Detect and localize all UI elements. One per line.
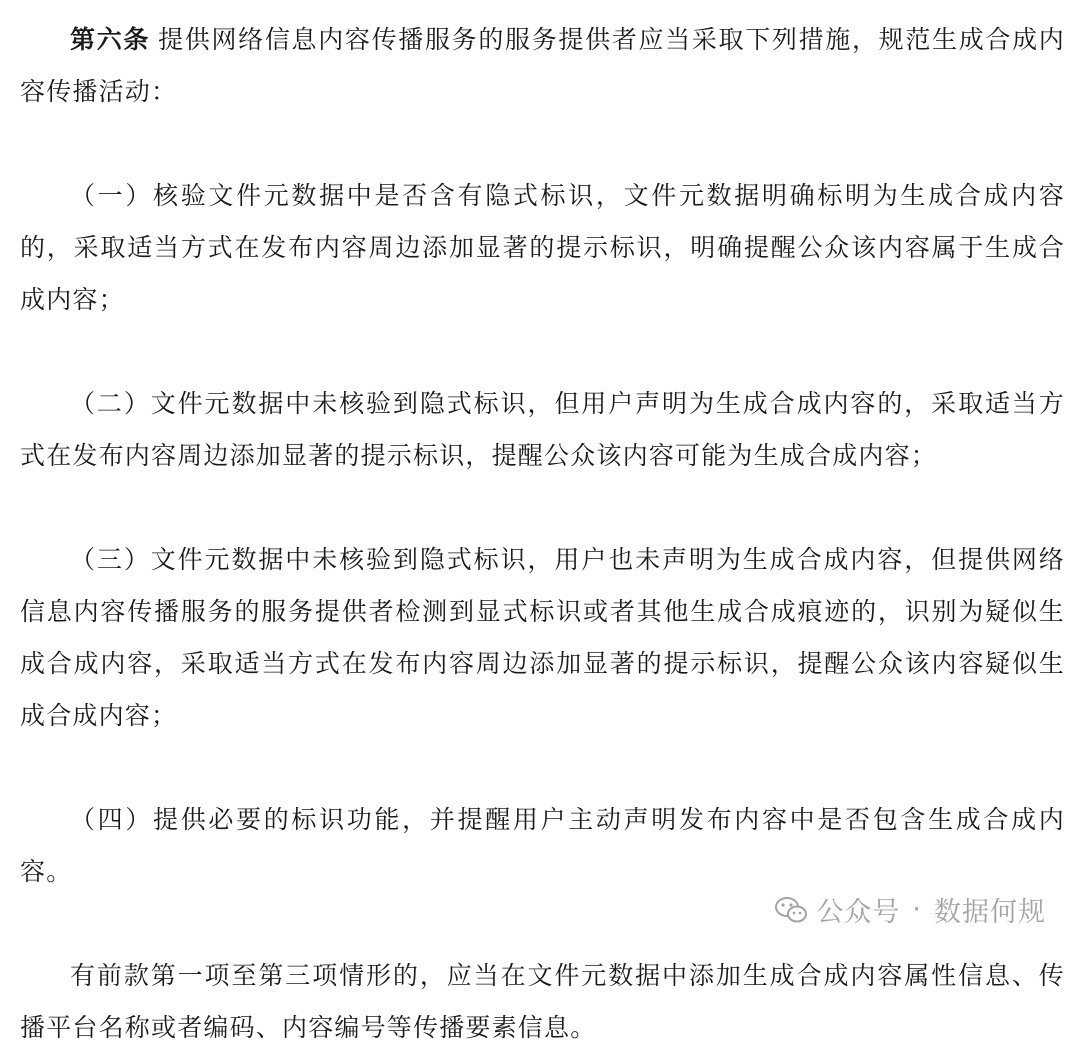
paragraph-gap (20, 482, 1065, 534)
article-item-3: （三）文件元数据中未核验到隐式标识，用户也未声明为生成合成内容，但提供网络信息内容传播服务的服务提供者检测到显式标识或者其他生成合成痕迹的，识别为疑似生成合成内容，采取适当方式在发布内容周边添加显著的提示标识，提醒公众该内容疑似生成合成内容； (20, 545, 1065, 730)
wechat-icon (774, 895, 808, 925)
article-label: 第六条 (70, 25, 151, 54)
watermark-account: 数据何规 (934, 897, 1046, 928)
paragraph-gap (20, 742, 1065, 794)
watermark-source: 公众号 (816, 897, 901, 928)
article-closing-paragraph: 有前款第一项至第三项情形的，应当在文件元数据中添加生成合成内容属性信息、传播平台名称或者编码、内容编号等传播要素信息。 (20, 961, 1065, 1042)
paragraph-gap (20, 118, 1065, 170)
watermark-separator: · (912, 894, 922, 925)
article-item-2: （二）文件元数据中未核验到隐式标识，但用户声明为生成合成内容的，采取适当方式在发布内容周边添加显著的提示标识，提醒公众该内容可能为生成合成内容； (20, 389, 1065, 470)
article-item-1: （一）核验文件元数据中是否含有隐式标识，文件元数据明确标明为生成合成内容的，采取适当方式在发布内容周边添加显著的提示标识，明确提醒公众该内容属于生成合成内容； (20, 181, 1065, 314)
article-intro-paragraph (20, 14, 1065, 118)
article-item-4: （四）提供必要的标识功能，并提醒用户主动声明发布内容中是否包含生成合成内容。 (20, 805, 1065, 886)
article-intro-text: 提供网络信息内容传播服务的服务提供者应当采取下列措施，规范生成合成内容传播活动： (20, 25, 1065, 106)
paragraph-gap (20, 326, 1065, 378)
source-watermark (774, 890, 1046, 929)
